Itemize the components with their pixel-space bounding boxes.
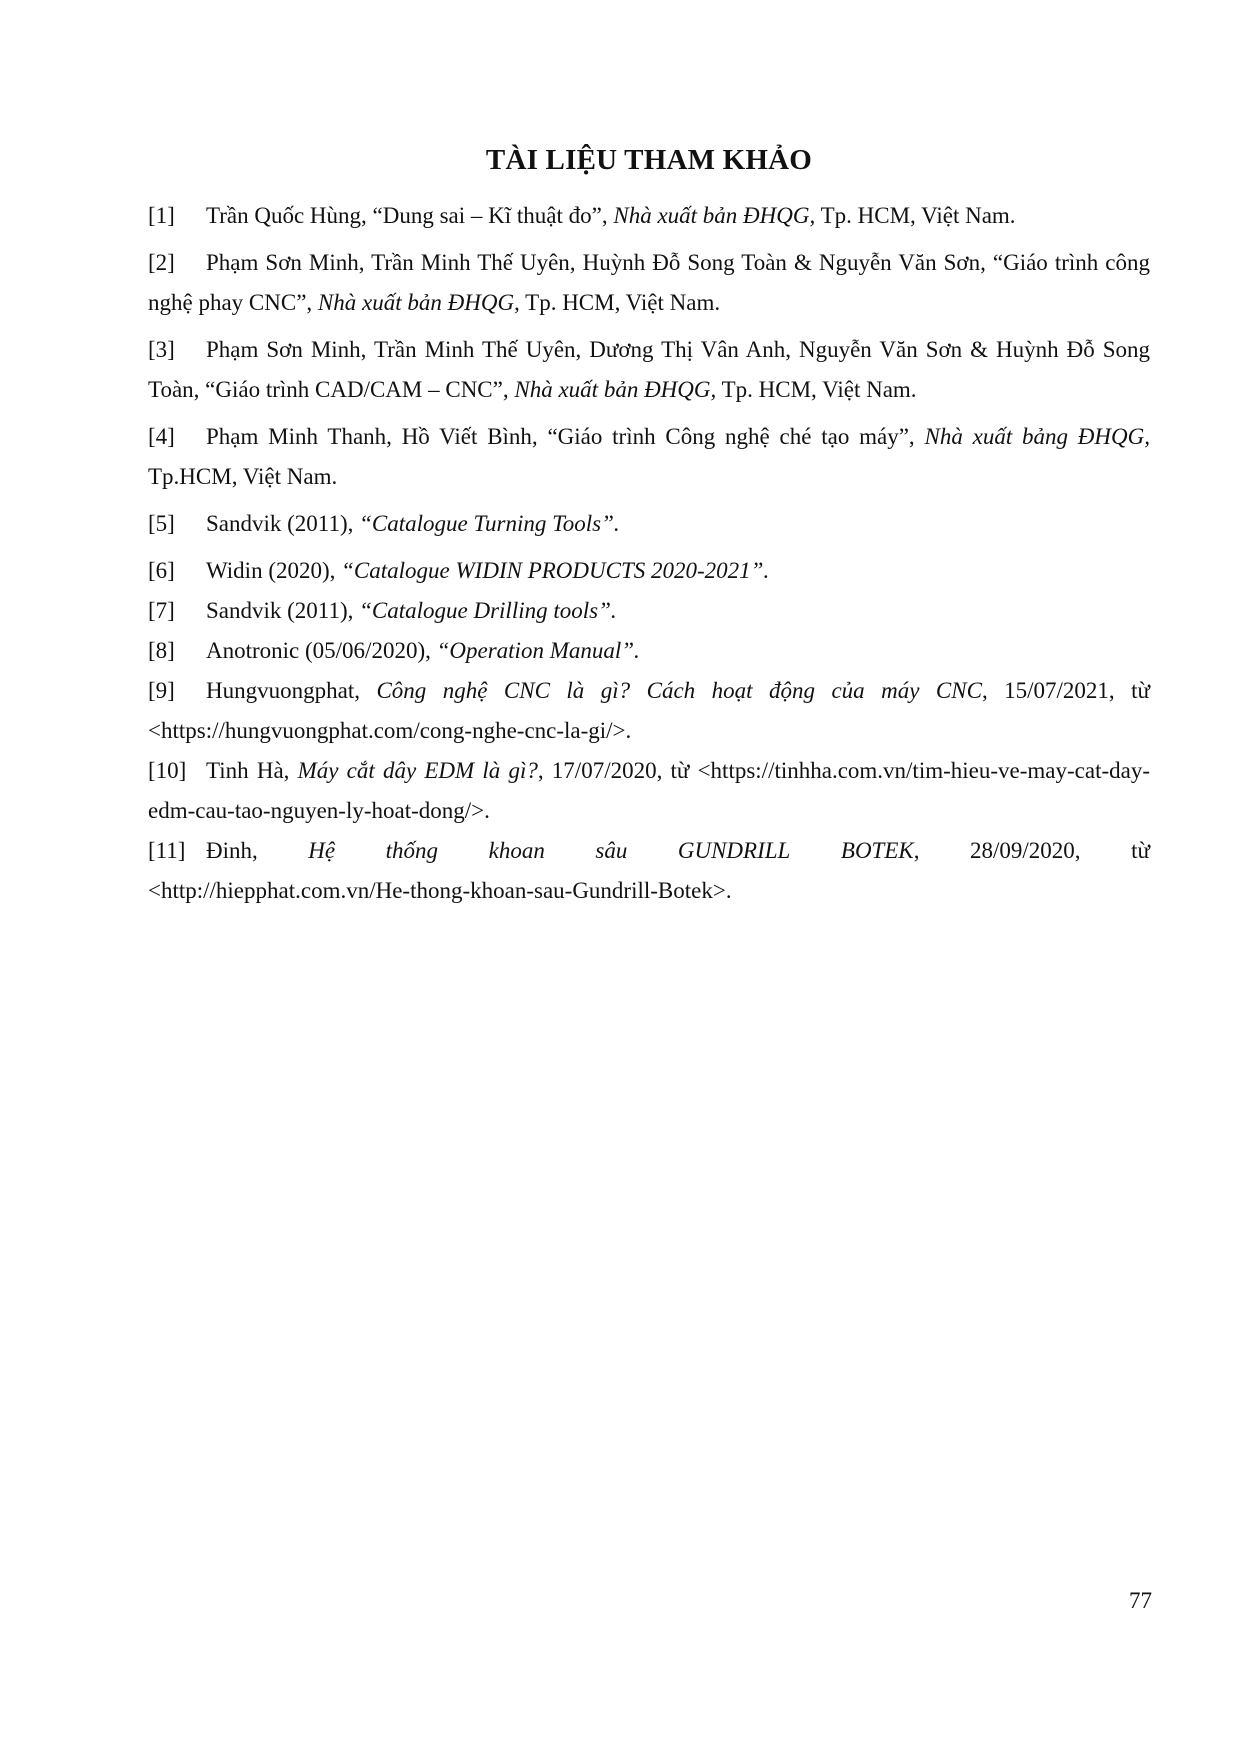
reference-lead — [148, 831, 258, 871]
reference-publisher: Nhà xuất bản ĐHQG, — [514, 377, 717, 402]
reference-item — [148, 417, 1150, 497]
reference-title: Công nghệ CNC là gì? Cách hoạt động của máy CNC — [376, 678, 982, 703]
reference-list — [148, 196, 1150, 911]
reference-item — [148, 196, 1150, 236]
reference-number: [8] — [148, 638, 175, 663]
reference-title: “Catalogue Drilling tools”. — [359, 598, 617, 623]
reference-text: từ — [1131, 838, 1150, 863]
reference-title-word: khoan — [488, 838, 545, 863]
reference-item — [148, 504, 1150, 544]
reference-title-word: sâu — [595, 838, 628, 863]
reference-title-end — [841, 831, 920, 871]
reference-text: Tinh Hà, — [206, 758, 298, 783]
page-number: 77 — [1129, 1588, 1152, 1613]
reference-text: , — [913, 838, 920, 863]
reference-number: [1] — [148, 203, 175, 228]
reference-url: <http://hiepphat.com.vn/He-thong-khoan-sau-Gundrill-Botek>. — [148, 878, 732, 903]
reference-number: [4] — [148, 424, 175, 449]
reference-text: , 17/07/2020, từ <https://tinhha.com.vn/tim-hieu-ve-may-cat-day-edm-cau-tao-nguyen-ly-hoat-dong/>. — [148, 758, 1150, 823]
reference-title: “Operation Manual”. — [436, 638, 640, 663]
reference-number: [3] — [148, 337, 175, 362]
reference-number: [6] — [148, 558, 175, 583]
reference-title: “Catalogue WIDIN PRODUCTS 2020-2021”. — [341, 558, 770, 583]
reference-item — [148, 631, 1150, 671]
reference-text: Anotronic (05/06/2020), — [206, 638, 437, 663]
reference-item — [148, 831, 1150, 911]
reference-text: Tp. HCM, Việt Nam. — [519, 290, 721, 315]
reference-title-word: thống — [385, 838, 439, 863]
reference-item — [148, 551, 1150, 591]
reference-number: [2] — [148, 250, 175, 275]
reference-publisher: Nhà xuất bản ĐHQG, — [613, 203, 816, 228]
reference-text: Sandvik (2011), — [206, 511, 360, 536]
reference-item — [148, 330, 1150, 410]
reference-item — [148, 243, 1150, 323]
reference-text: Sandvik (2011), — [206, 598, 360, 623]
reference-text: Hungvuongphat, — [206, 678, 377, 703]
reference-text: Đinh, — [206, 838, 258, 863]
reference-text: Phạm Sơn Minh, Trần Minh Thế Uyên, Huỳnh Đỗ Song Toàn & Nguyễn Văn Sơn, “Giáo trình công nghệ phay CNC”, — [148, 250, 1150, 315]
reference-publisher: Nhà xuất bảng ĐHQG, — [924, 424, 1150, 449]
reference-number: [9] — [148, 678, 175, 703]
reference-text: Widin (2020), — [206, 558, 342, 583]
reference-item — [148, 591, 1150, 631]
reference-number: [10] — [148, 758, 187, 783]
page-title: TÀI LIỆU THAM KHẢO — [485, 144, 813, 176]
reference-date: 28/09/2020, — [970, 838, 1081, 863]
reference-text: Phạm Sơn Minh, Trần Minh Thế Uyên, Dương Thị Vân Anh, Nguyễn Văn Sơn & Huỳnh Đỗ Song Toàn, “Giáo trình CAD/CAM – CNC”, — [148, 337, 1150, 402]
reference-title-word: BOTEK — [840, 838, 914, 863]
reference-title: Máy cắt dây EDM là gì? — [297, 758, 538, 783]
reference-text: , 15/07/2021, từ <https://hungvuongphat.com/cong-nghe-cnc-la-gi/>. — [148, 678, 1151, 743]
reference-text: Tp. HCM, Việt Nam. — [716, 377, 917, 402]
reference-text: Tp. HCM, Việt Nam. — [815, 203, 1016, 228]
reference-line — [148, 831, 1150, 871]
reference-publisher: Nhà xuất bản ĐHQG, — [317, 290, 520, 315]
reference-title: “Catalogue Turning Tools”. — [359, 511, 620, 536]
reference-number: [11] — [148, 838, 186, 863]
reference-text: Trần Quốc Hùng, “Dung sai – Kĩ thuật đo”, — [206, 203, 614, 228]
reference-title-word: GUNDRILL — [677, 838, 791, 863]
reference-number: [5] — [148, 511, 175, 536]
reference-number: [7] — [148, 598, 175, 623]
reference-title-word: Hệ — [308, 838, 336, 863]
reference-item — [148, 671, 1150, 751]
reference-text: Tp.HCM, Việt Nam. — [148, 464, 338, 489]
reference-text: Phạm Minh Thanh, Hồ Viết Bình, “Giáo trình Công nghệ ché tạo máy”, — [206, 424, 925, 449]
reference-item — [148, 751, 1150, 831]
